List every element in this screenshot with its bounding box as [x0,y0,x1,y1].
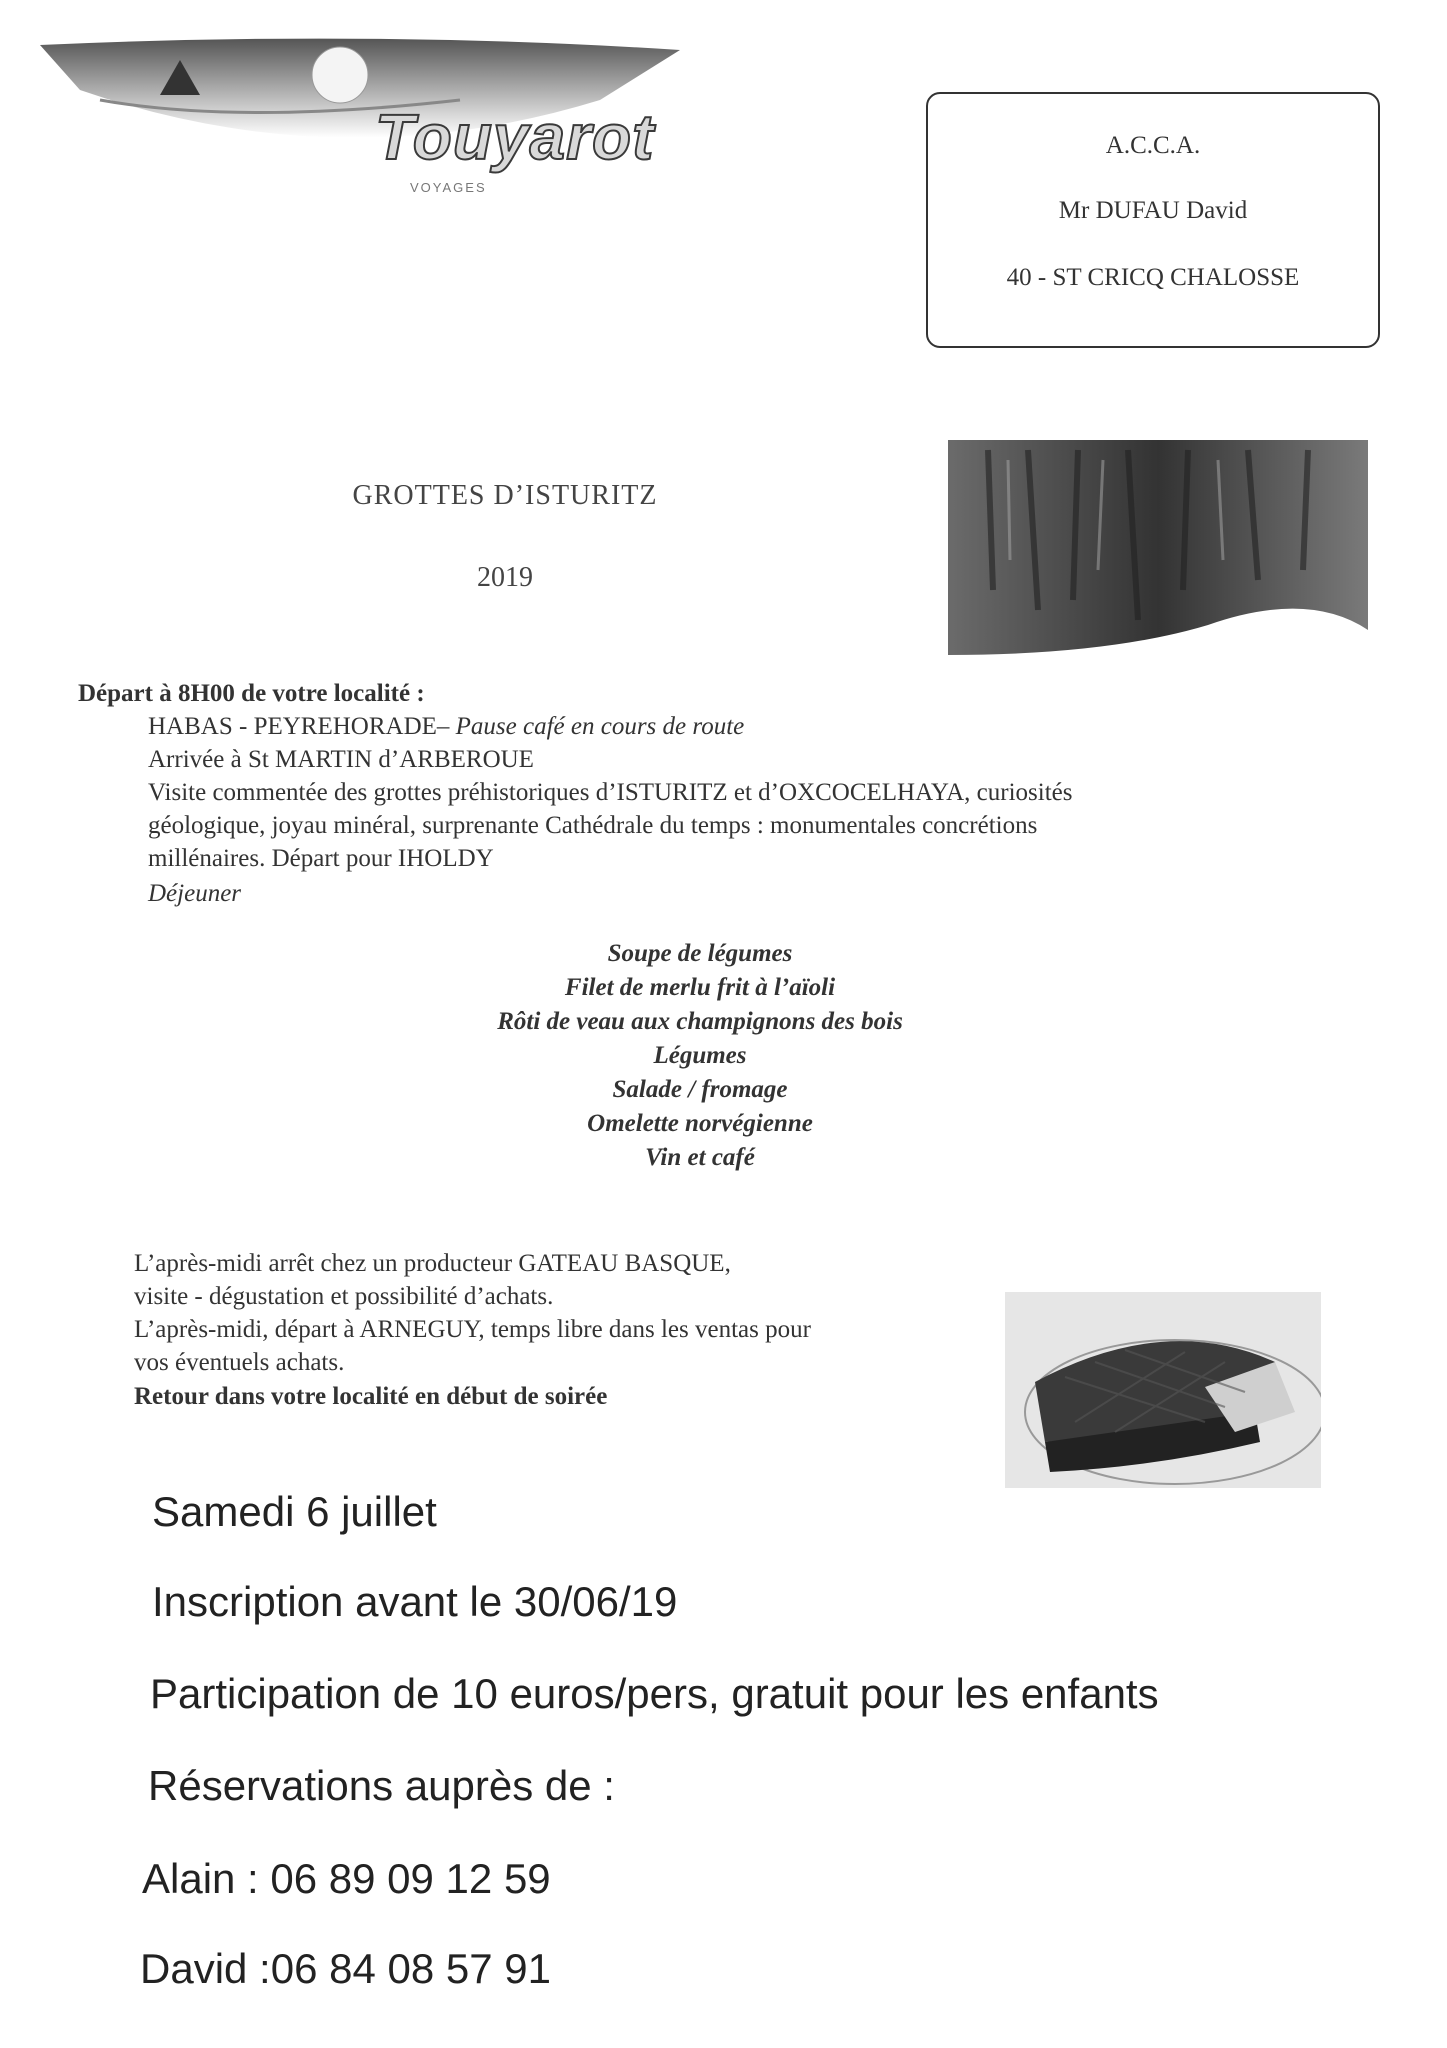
menu-item: Salade / fromage [612,1076,788,1103]
return-line: Retour dans votre localité en début de soirée [134,1383,608,1410]
menu-item: Omelette norvégienne [587,1110,813,1137]
route-towns: HABAS - PEYREHORADE– [148,713,456,740]
company-logo [40,30,700,195]
afternoon-line-2: visite - dégustation et possibilité d’achats. [134,1283,554,1310]
address-name: Mr DUFAU David [1058,197,1248,224]
contact-david: David :06 84 08 57 91 [140,1945,551,1992]
arrival-line: Arrivée à St MARTIN d’ARBEROUE [148,746,534,773]
address-city: 40 - ST CRICQ CHALOSSE [1006,264,1300,291]
afternoon-line-3: L’après-midi, départ à ARNEGUY, temps libre dans les ventas pour [134,1316,811,1343]
trip-year: 2019 [477,562,533,593]
cave-photo [948,440,1368,660]
logo-wordmark: Touyarot [375,101,655,173]
menu-item: Rôti de veau aux champignons des bois [497,1008,903,1035]
contact-alain: Alain : 06 89 09 12 59 [142,1855,551,1902]
menu-item: Filet de merlu frit à l’aïoli [564,974,836,1001]
event-date: Samedi 6 juillet [152,1488,437,1535]
logo-subtitle: VOYAGES [410,180,487,195]
route-line [148,713,744,741]
menu-item: Légumes [653,1042,747,1069]
visit-line-2: géologique, joyau minéral, surprenante Cathédrale du temps : monumentales concrétions [148,812,1038,839]
visit-line-1: Visite commentée des grottes préhistoriques d’ISTURITZ et d’OXCOCELHAYA, curiosités [148,779,1073,806]
departure-line: Départ à 8H00 de votre localité : [78,680,425,707]
recipient-address-box [926,92,1380,348]
address-org: A.C.C.A. [1105,132,1201,159]
lunch-menu [380,937,1020,1175]
route-pause: Pause café en cours de route [455,713,745,740]
inscription-deadline: Inscription avant le 30/06/19 [152,1578,678,1625]
lunch-label: Déjeuner [148,880,242,907]
basque-cake-photo [1005,1292,1321,1488]
menu-item: Soupe de légumes [607,940,793,967]
reservations-label: Réservations auprès de : [148,1762,615,1809]
trip-title: GROTTES D’ISTURITZ [352,480,658,511]
menu-item: Vin et café [645,1144,755,1171]
afternoon-line-4: vos éventuels achats. [134,1349,345,1376]
afternoon-line-1: L’après-midi arrêt chez un producteur GATEAU BASQUE, [134,1250,731,1277]
visit-line-3: millénaires. Départ pour IHOLDY [148,845,494,872]
participation-price: Participation de 10 euros/pers, gratuit pour les enfants [150,1670,1159,1717]
